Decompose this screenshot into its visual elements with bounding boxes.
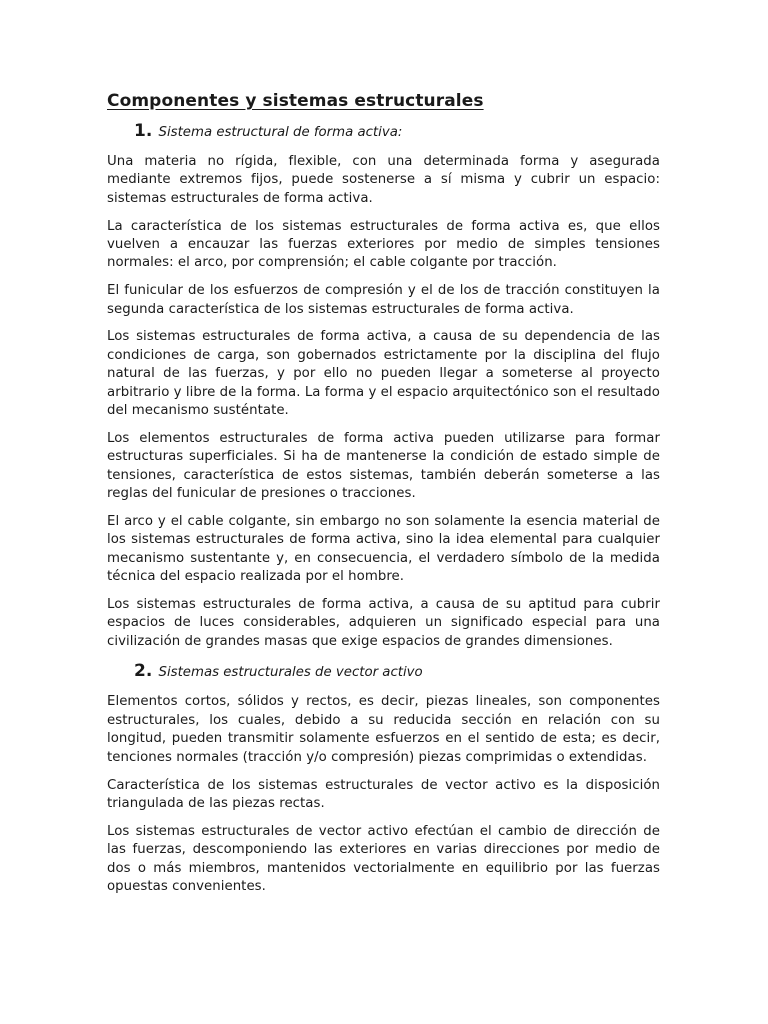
paragraph: Los sistemas estructurales de forma activa, a causa de su dependencia de las condiciones de carga, son gobernados estrictamente por la disciplina del flujo natural de las fuerzas, y por ello no pueden llegar a someterse al proyecto arbitrario y libre de la forma. La forma y el espacio arquitectónico son el resultado del mecanismo susténtate. xyxy=(107,329,660,419)
section-heading-1 xyxy=(134,120,660,144)
paragraph: Característica de los sistemas estructurales de vector activo es la disposición triangulada de las piezas rectas. xyxy=(107,777,660,811)
section-heading-text-1: Sistema estructural de forma activa: xyxy=(158,125,403,140)
document-page xyxy=(107,90,660,906)
section-heading-2 xyxy=(134,660,660,684)
paragraph: Los sistemas estructurales de forma activa, a causa de su aptitud para cubrir espacios de luces considerables, adquieren un significado especial para una civilización de grandes masas que exige espacios de grandes dimensiones. xyxy=(107,596,660,649)
section-number-1: 1. xyxy=(134,121,153,141)
paragraph: El arco y el cable colgante, sin embargo no son solamente la esencia material de los sistemas estructurales de forma activa, sino la idea elemental para cualquier mecanismo sustentante y, en consecuencia, el verdadero símbolo de la medida técnica del espacio realizada por el hombre. xyxy=(107,513,660,585)
paragraph: Los elementos estructurales de forma activa pueden utilizarse para formar estructuras superficiales. Si ha de mantenerse la condición de estado simple de tensiones, característica de estos sistemas, también deberán someterse a las reglas del funicular de presiones o tracciones. xyxy=(107,430,660,502)
paragraph: Una materia no rígida, flexible, con una determinada forma y asegurada mediante extremos fijos, puede sostenerse a sí misma y cubrir un espacio: sistemas estructurales de forma activa. xyxy=(107,154,660,206)
paragraph: Los sistemas estructurales de vector activo efectúan el cambio de dirección de las fuerzas, descomponiendo las exteriores en varias direcciones por medio de dos o más miembros, mantenidos vectorialmente en equilibrio por las fuerzas opuestas convenientes. xyxy=(107,823,660,894)
paragraph: El funicular de los esfuerzos de compresión y el de los de tracción constituyen la segunda característica de los sistemas estructurales de forma activa. xyxy=(107,283,660,317)
section-heading-text-2: Sistemas estructurales de vector activo xyxy=(158,665,423,681)
paragraph: La característica de los sistemas estructurales de forma activa es, que ellos vuelven a encauzar las fuerzas exteriores por medio de simples tensiones normales: el arco, por comprensión; el cable colgante por tracción. xyxy=(107,218,660,271)
document-title: Componentes y sistemas estructurales xyxy=(107,91,484,111)
paragraph: Elementos cortos, sólidos y rectos, es decir, piezas lineales, son componentes estructurales, los cuales, debido a su reducida sección en relación con su longitud, pueden transmitir solamente esfuerzos en el sentido de esta; es decir, tenciones normales (tracción y/o compresión) piezas comprimidas o extendidas. xyxy=(107,694,660,765)
section-number-2: 2. xyxy=(134,661,153,682)
